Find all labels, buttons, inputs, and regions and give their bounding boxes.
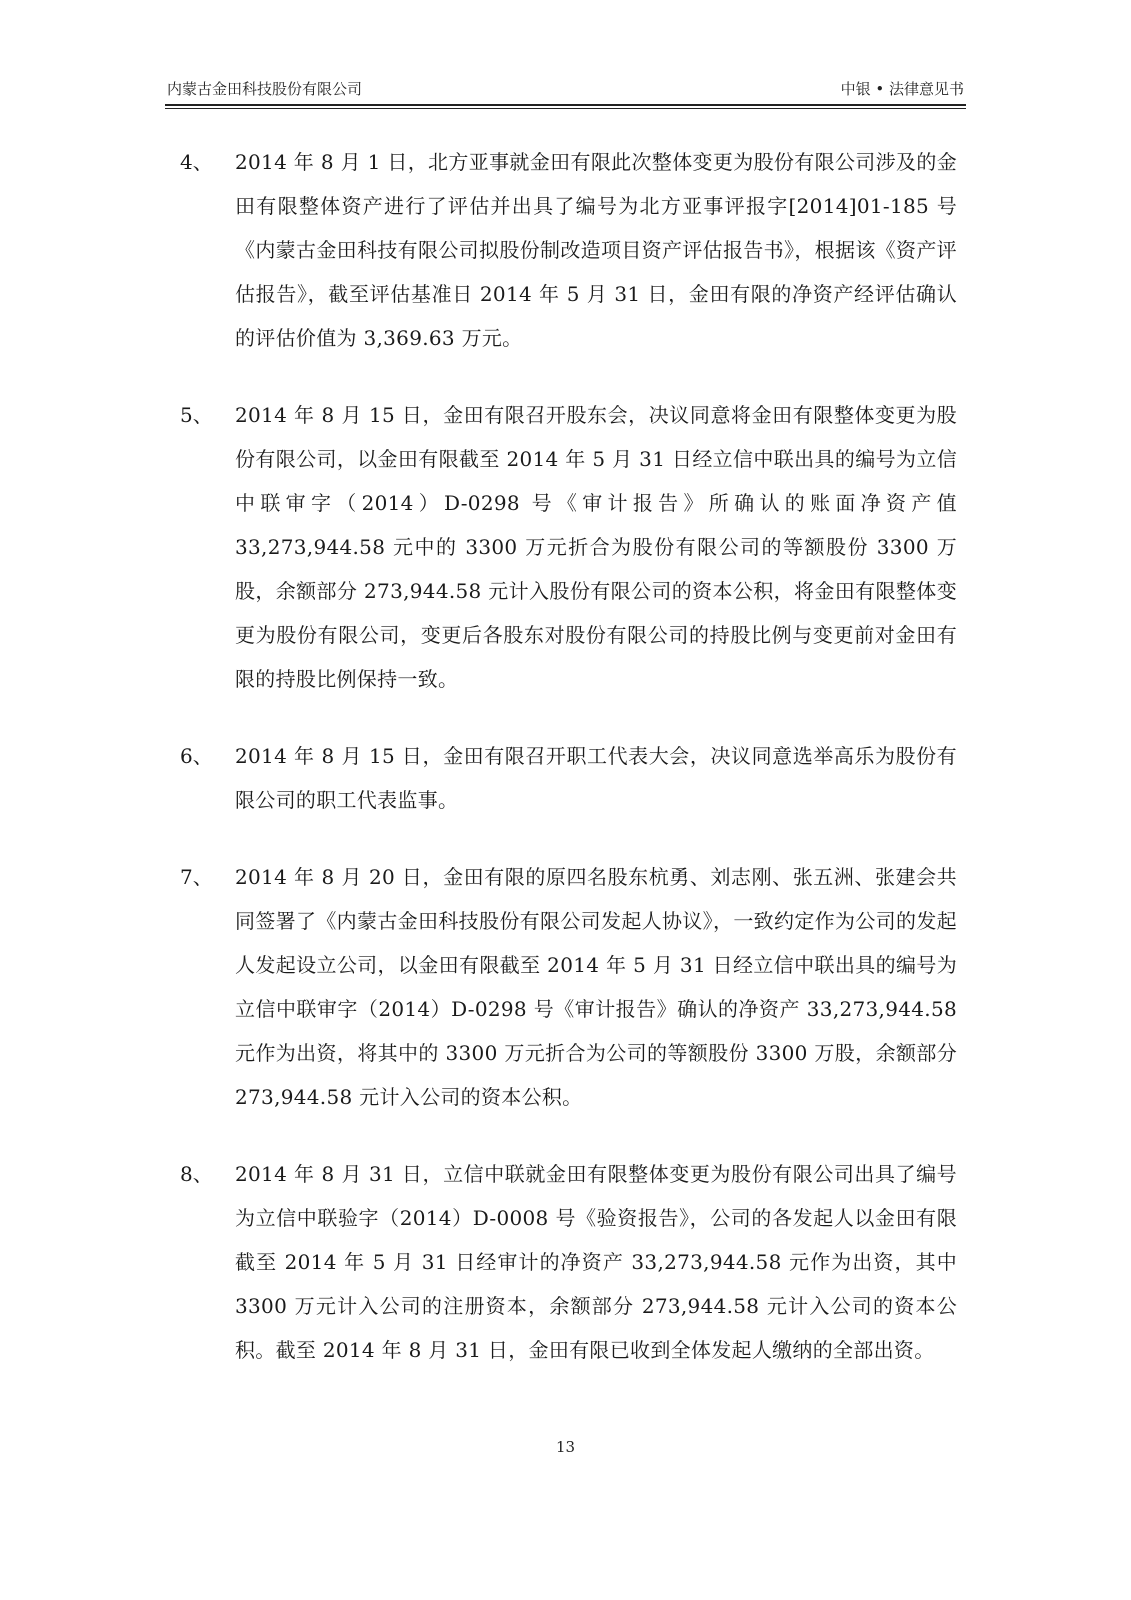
item-paragraph: 2014 年 8 月 15 日，金田有限召开股东会，决议同意将金田有限整体变更为股份有限公司，以金田有限截至 2014 年 5 月 31 日经立信中联出具的编号为立信中联审字（2014）D-0298 号《审计报告》所确认的账面净资产值 33,273,944.58 元中的 3300 万元折合为股份有限公司的等额股份 3300 万股，余额部分 273,944.58 元计入股份有限公司的资本公积，将金田有限整体变更为股份有限公司，变更后各股东对股份有限公司的持股比例与变更前对金田有限的持股比例保持一致。 bbox=[235, 403, 957, 691]
header-divider-thin bbox=[165, 108, 966, 109]
item-paragraph: 2014 年 8 月 1 日，北方亚事就金田有限此次整体变更为股份有限公司涉及的金田有限整体资产进行了评估并出具了编号为北方亚事评报字[2014]01-185 号《内蒙古金田科技有限公司拟股份制改造项目资产评估报告书》，根据该《资产评估报告》，截至评估基准日 2014 年 5 月 31 日，金田有限的净资产经评估确认的评估价值为 3,369.63 万元。 bbox=[235, 150, 957, 350]
item-number: 5、 bbox=[180, 403, 213, 427]
item-paragraph: 2014 年 8 月 20 日，金田有限的原四名股东杭勇、刘志刚、张五洲、张建会共同签署了《内蒙古金田科技股份有限公司发起人协议》，一致约定作为公司的发起人发起设立公司，以金田有限截至 2014 年 5 月 31 日经立信中联出具的编号为立信中联审字（2014）D-0298 号《审计报告》确认的净资产 33,273,944.58 元作为出资，将其中的 3300 万元折合为公司的等额股份 3300 万股，余额部分 273,944.58 元计入公司的资本公积。 bbox=[235, 865, 957, 1109]
item-number: 8、 bbox=[180, 1162, 213, 1186]
list-item bbox=[180, 140, 960, 360]
item-number: 4、 bbox=[180, 150, 213, 174]
page-header bbox=[165, 78, 966, 102]
list-item bbox=[180, 1152, 960, 1372]
page-number: 13 bbox=[555, 1438, 576, 1456]
list-item bbox=[180, 393, 960, 701]
item-number: 6、 bbox=[180, 744, 213, 768]
item-paragraph: 2014 年 8 月 15 日，金田有限召开职工代表大会，决议同意选举高乐为股份有限公司的职工代表监事。 bbox=[235, 744, 957, 812]
item-paragraph: 2014 年 8 月 31 日，立信中联就金田有限整体变更为股份有限公司出具了编号为立信中联验字（2014）D-0008 号《验资报告》，公司的各发起人以金田有限截至 2014 年 5 月 31 日经审计的净资产 33,273,944.58 元作为出资，其中 3300 万元计入公司的注册资本，余额部分 273,944.58 元计入公司的资本公积。截至 2014 年 8 月 31 日，金田有限已收到全体发起人缴纳的全部出资。 bbox=[235, 1162, 957, 1362]
header-document-title: 中银 • 法律意见书 bbox=[840, 80, 964, 98]
header-divider-thick bbox=[165, 104, 966, 106]
list-item bbox=[180, 855, 960, 1119]
item-number: 7、 bbox=[180, 865, 213, 889]
list-item bbox=[180, 734, 960, 822]
header-company-name: 内蒙古金田科技股份有限公司 bbox=[167, 80, 363, 98]
numbered-paragraph-list bbox=[180, 140, 960, 1405]
